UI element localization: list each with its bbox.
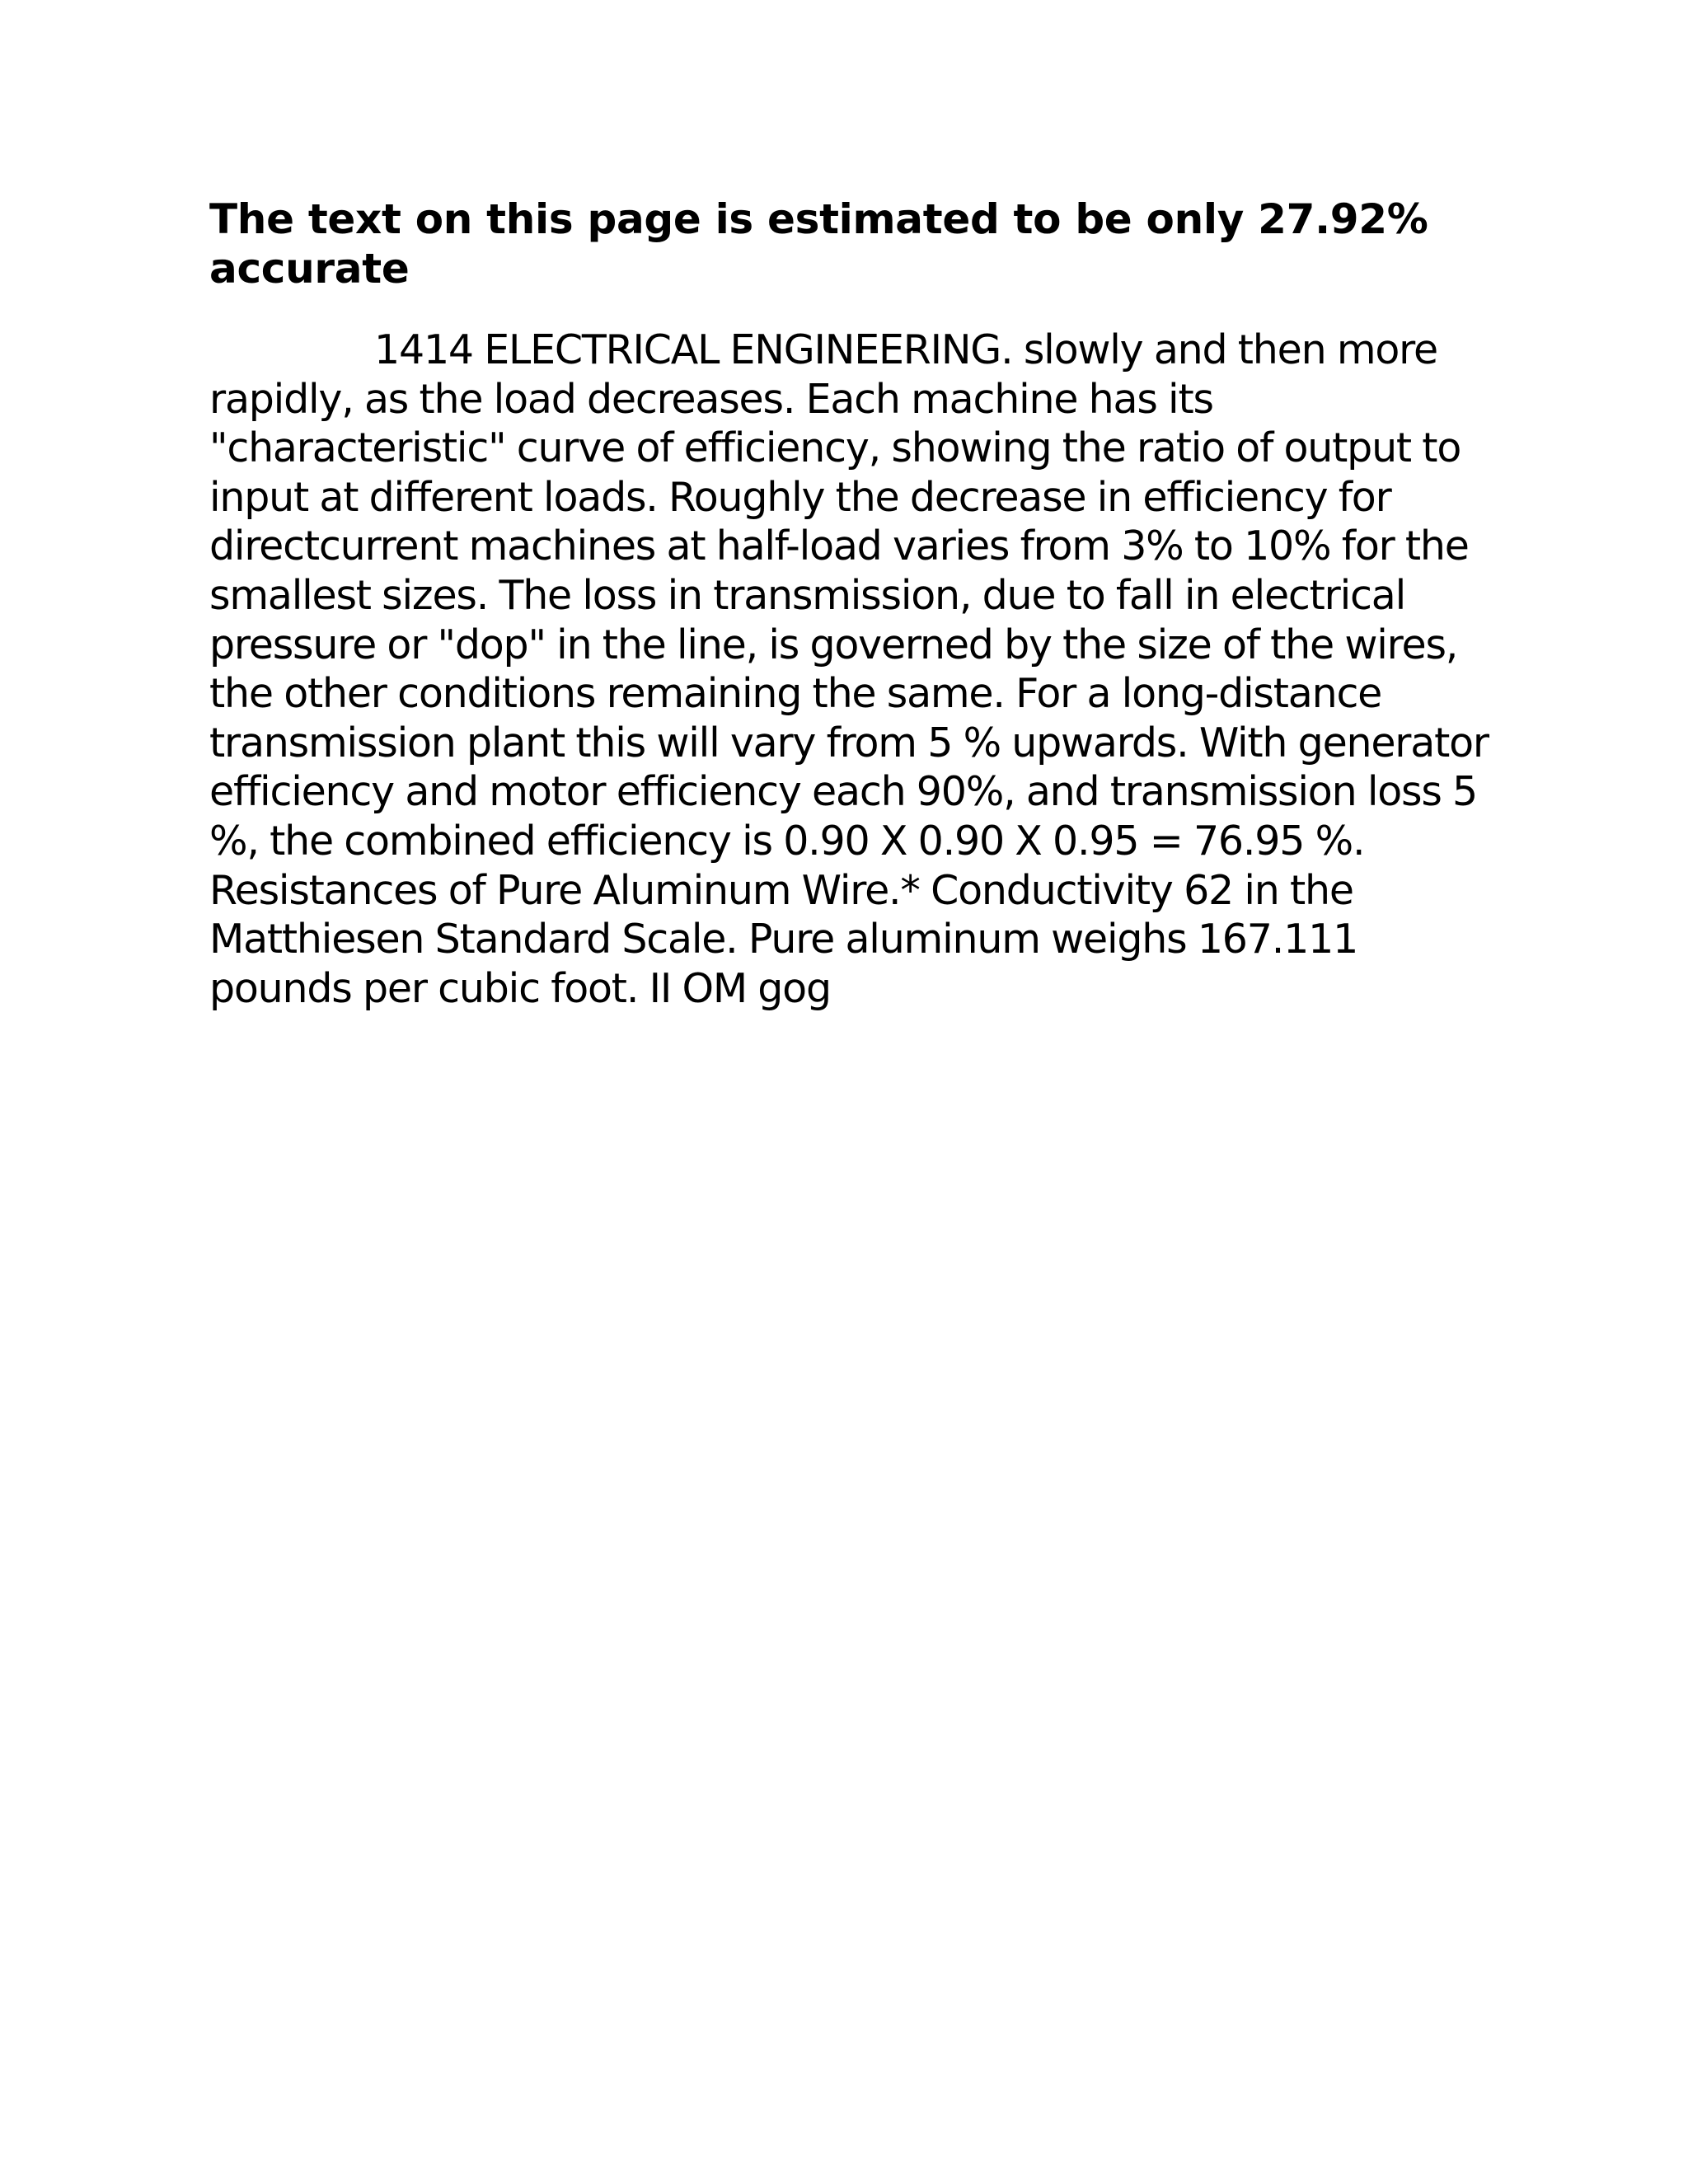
accuracy-notice-heading: The text on this page is estimated to be only 27.92% accurate (209, 195, 1428, 293)
ocr-body-paragraph: 1414 ELECTRICAL ENGINEERING. slowly and then more rapidly, as the load decreases. Each machine has its "characteristic" curve of efficiency, showing the ratio of output to input at different loads. Roughly the decrease in efficiency for directcurrent machines at half-load varies from 3% to 10% for the smallest sizes. The loss in transmission, due to fall in electrical pressure or "dop" in the line, is governed by the size of the wires, the other conditions remaining the same. For a long-distance transmission plant this will vary from 5 % upwards. With generator efficiency and motor efficiency each 90%, and transmission loss 5 %, the combined efficiency is 0.90 X 0.90 X 0.95 = 76.95 %. Resistances of Pure Aluminum Wire.* Conductivity 62 in the Matthiesen Standard Scale. Pure aluminum weighs 167.111 pounds per cubic foot. II OM gog (209, 326, 1489, 1012)
document-page (209, 194, 1495, 1013)
